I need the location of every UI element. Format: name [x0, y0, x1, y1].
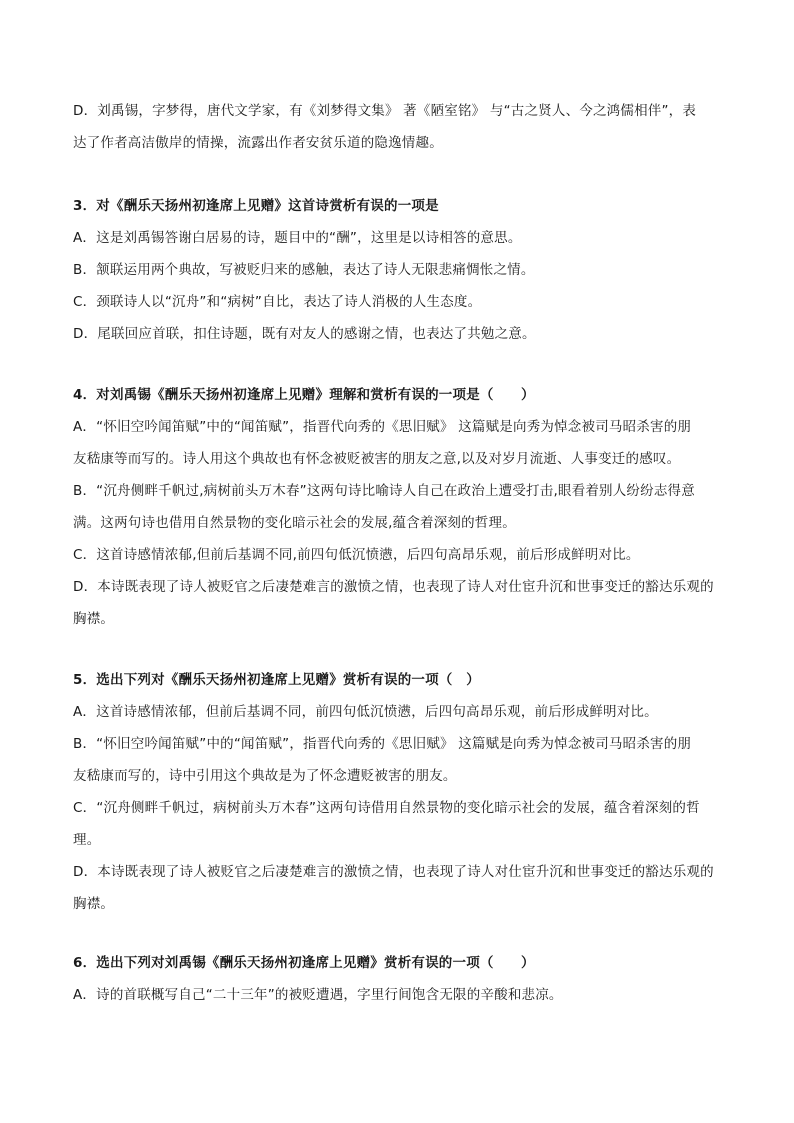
- question-5-line: 胸襟。: [73, 896, 115, 912]
- question-3-option-d: D．尾联回应首联，扣住诗题，既有对友人的感谢之情，也表达了共勉之意。: [73, 326, 536, 342]
- question-6-option-a: A．诗的首联概写自己“二十三年”的被贬遭遇，字里行间饱含无限的辛酸和悲凉。: [73, 987, 563, 1003]
- question-4-line: C．这首诗感情浓郁,但前后基调不同,前四句低沉愤懑，后四句高昂乐观，前后形成鲜明对比。: [73, 547, 640, 563]
- question-3-option-b: B．颔联运用两个典故，写被贬归来的感触，表达了诗人无限悲痛惆怅之情。: [73, 262, 535, 278]
- question-5-line: 理。: [73, 832, 101, 848]
- question-5-line: B．“怀旧空吟闻笛赋”中的“闻笛赋”，指晋代向秀的《思旧赋》 这篇赋是向秀为悼念被司马昭杀害的朋: [73, 736, 692, 752]
- prev-option-d-line-2: 达了作者高洁傲岸的情操，流露出作者安贫乐道的隐逸情趣。: [73, 135, 443, 151]
- question-4-line: 胸襟。: [73, 611, 115, 627]
- question-4-line: B．“沉舟侧畔千帆过,病树前头万木春”这两句诗比喻诗人自己在政治上遭受打击,眼看着别人纷纷志得意: [73, 483, 695, 499]
- question-5-line: 友嵇康而写的，诗中引用这个典故是为了怀念遭贬被害的朋友。: [73, 768, 457, 784]
- question-3-title: 3．对《酬乐天扬州初逢席上见赠》这首诗赏析有误的一项是: [73, 198, 439, 214]
- question-4-line: A．“怀旧空吟闻笛赋”中的“闻笛赋”，指晋代向秀的《思旧赋》 这篇赋是向秀为悼念被司马昭杀害的朋: [73, 419, 692, 435]
- question-5-line: C．“沉舟侧畔千帆过，病树前头万木春”这两句诗借用自然景物的变化暗示社会的发展，蕴含着深刻的哲: [73, 800, 700, 816]
- question-3-option-c: C．颈联诗人以“沉舟”和“病树”自比，表达了诗人消极的人生态度。: [73, 294, 482, 310]
- question-5-line: A．这首诗感情浓郁，但前后基调不同，前四句低沉愤懑，后四句高昂乐观，前后形成鲜明对比。: [73, 704, 658, 720]
- question-4-title: 4．对刘禹锡《酬乐天扬州初逢席上见赠》理解和赏析有误的一项是（ ）: [73, 387, 535, 403]
- question-3-option-a: A．这是刘禹锡答谢白居易的诗，题目中的“酬”，这里是以诗相答的意思。: [73, 230, 522, 246]
- question-4-line: D．本诗既表现了诗人被贬官之后凄楚难言的激愤之情，也表现了诗人对仕宦升沉和世事变迁的豁达乐观的: [73, 579, 714, 595]
- question-6-title: 6．选出下列对刘禹锡《酬乐天扬州初逢席上见赠》赏析有误的一项（ ）: [73, 955, 535, 971]
- question-4-line: 满。这两句诗也借用自然景物的变化暗示社会的发展,蕴含着深刻的哲理。: [73, 515, 516, 531]
- question-5-line: D．本诗既表现了诗人被贬官之后凄楚难言的激愤之情，也表现了诗人对仕宦升沉和世事变迁的豁达乐观的: [73, 864, 714, 880]
- question-4-line: 友嵇康等而写的。诗人用这个典故也有怀念被贬被害的朋友之意,以及对岁月流逝、人事变迁的感叹。: [73, 451, 681, 467]
- question-5-title: 5．选出下列对《酬乐天扬州初逢席上见赠》赏析有误的一项（ ）: [73, 672, 480, 688]
- prev-option-d-line-1: D．刘禹锡，字梦得，唐代文学家，有《刘梦得文集》 著《陋室铭》 与“古之贤人、今之鸿儒相伴”，表: [73, 103, 697, 119]
